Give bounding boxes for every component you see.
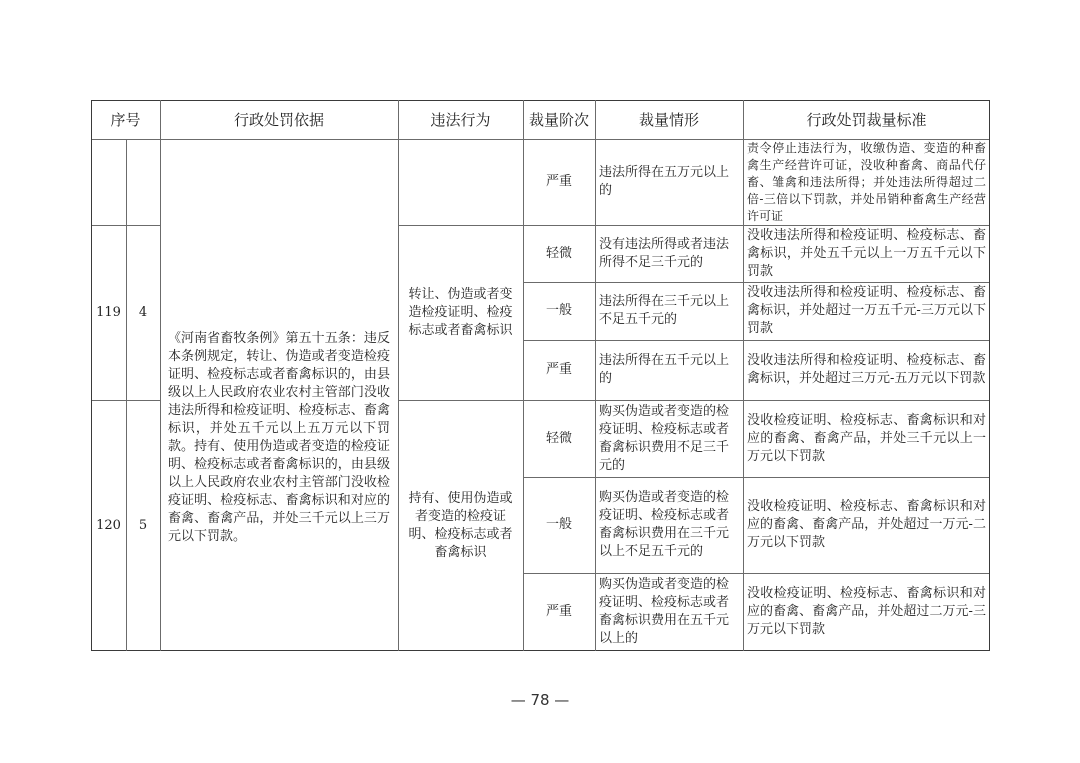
row-120-situation-3: 购买伪造或者变造的检疫证明、检疫标志或者畜禽标识费用在五千元以上的 [599,577,730,646]
row-119-sub: 4 [138,304,148,320]
rule-left [91,100,92,651]
rule-182 [523,282,990,283]
header-level: 裁量阶次 [528,110,589,129]
page-number: — 78 — [510,691,570,709]
header-situation: 裁量情形 [638,110,699,129]
row-120-level-3: 严重 [545,604,572,619]
row-120-level-2: 一般 [545,517,572,532]
row-119-level-1: 轻微 [545,245,572,261]
rule-header-bottom [91,139,990,140]
row-120-standard-2: 没收检疫证明、检疫标志、畜禽标识和对应的畜禽、畜禽产品，并处超过一万元-二万元以下罚款 [747,499,986,550]
rule-col-violation [398,100,399,651]
shared-legal-basis: 《河南省畜牧条例》第五十五条：违反本条例规定，转让、伪造或者变造检疫证明、检疫标志或者畜禽标识的，由县级以上人民政府农业农村主管部门没收违法所得和检疫证明、检疫标志、畜禽标识，并处五千元以上五万元以下罚款。持有、使用伪造或者变造的检疫证明、检疫标志或者畜禽标识的，由县级以上人民政府农业农村主管部门没收检疫证明、检疫标志、畜禽标识和对应的畜禽、畜禽产品，并处三千元以上三万元以下罚款。 [168,331,390,544]
row-120-situation-2: 购买伪造或者变造的检疫证明、检疫标志或者畜禽标识费用在三千元以上不足五千元的 [599,490,730,559]
row-119-situation-1: 没有违法所得或者违法所得不足三千元的 [599,236,730,270]
rule-377 [523,477,990,478]
row-119-situation-2: 违法所得在三千元以上不足五千元的 [599,294,730,327]
row-119-standard-2: 没收违法所得和检疫证明、检疫标志、畜禽标识，并处超过一万五千元-三万元以下罚款 [747,285,986,336]
rule-473 [523,573,990,574]
rule-bottom [91,650,990,651]
rule-col-situation [595,100,596,651]
row-120-standard-1: 没收检疫证明、检疫标志、畜禽标识和对应的畜禽、畜禽产品，并处三千元以上一万元以下罚款 [747,412,986,464]
rule-col-basis [160,100,161,651]
row-120-no: 120 [96,517,121,533]
header-basis: 行政处罚依据 [233,110,324,129]
rule-col-level [523,100,524,651]
rule-right-300 [398,400,990,401]
cont-standard: 责令停止违法行为，收缴伪造、变造的种畜禽生产经营许可证，没收种畜禽、商品代仔畜、雏禽和违法所得；并处违法所得超过二倍-三倍以下罚款，并处吊销种畜禽生产经营许可证 [747,140,986,223]
rule-right [989,100,990,651]
rule-240 [523,340,990,341]
row-120-situation-1: 购买伪造或者变造的检疫证明、检疫标志或者畜禽标识费用不足三千元的 [599,403,730,473]
header-standard: 行政处罚裁量标准 [806,110,927,129]
row-120-sub: 5 [138,517,148,533]
row-119-situation-3: 违法所得在五千元以上的 [599,353,730,386]
row-119-level-3: 严重 [545,362,572,377]
penalty-table [91,100,990,651]
rule-top [91,100,990,101]
rule-right-125 [398,225,990,226]
header-violation: 违法行为 [430,110,491,129]
row-120-standard-3: 没收检疫证明、检疫标志、畜禽标识和对应的畜禽、畜禽产品，并处超过二万元-三万元以下罚款 [747,586,986,637]
header-seq: 序号 [110,110,141,129]
rule-col-standard [743,100,744,651]
row-119-no: 119 [96,304,121,320]
row-119-violation: 转让、伪造或者变造检疫证明、检疫标志或者畜禽标识 [408,286,513,338]
row-119-level-2: 一般 [545,303,572,318]
rule-sub-col [126,139,127,651]
cont-situation: 违法所得在五万元以上的 [599,165,730,198]
row-120-violation: 持有、使用伪造或者变造的检疫证明、检疫标志或者畜禽标识 [408,490,513,560]
row-119-standard-3: 没收违法所得和检疫证明、检疫标志、畜禽标识，并处超过三万元-五万元以下罚款 [747,353,986,386]
cont-level: 严重 [545,174,572,189]
row-119-standard-1: 没收违法所得和检疫证明、检疫标志、畜禽标识，并处五千元以上一万五千元以下罚款 [747,227,986,279]
row-120-level-1: 轻微 [545,430,572,446]
